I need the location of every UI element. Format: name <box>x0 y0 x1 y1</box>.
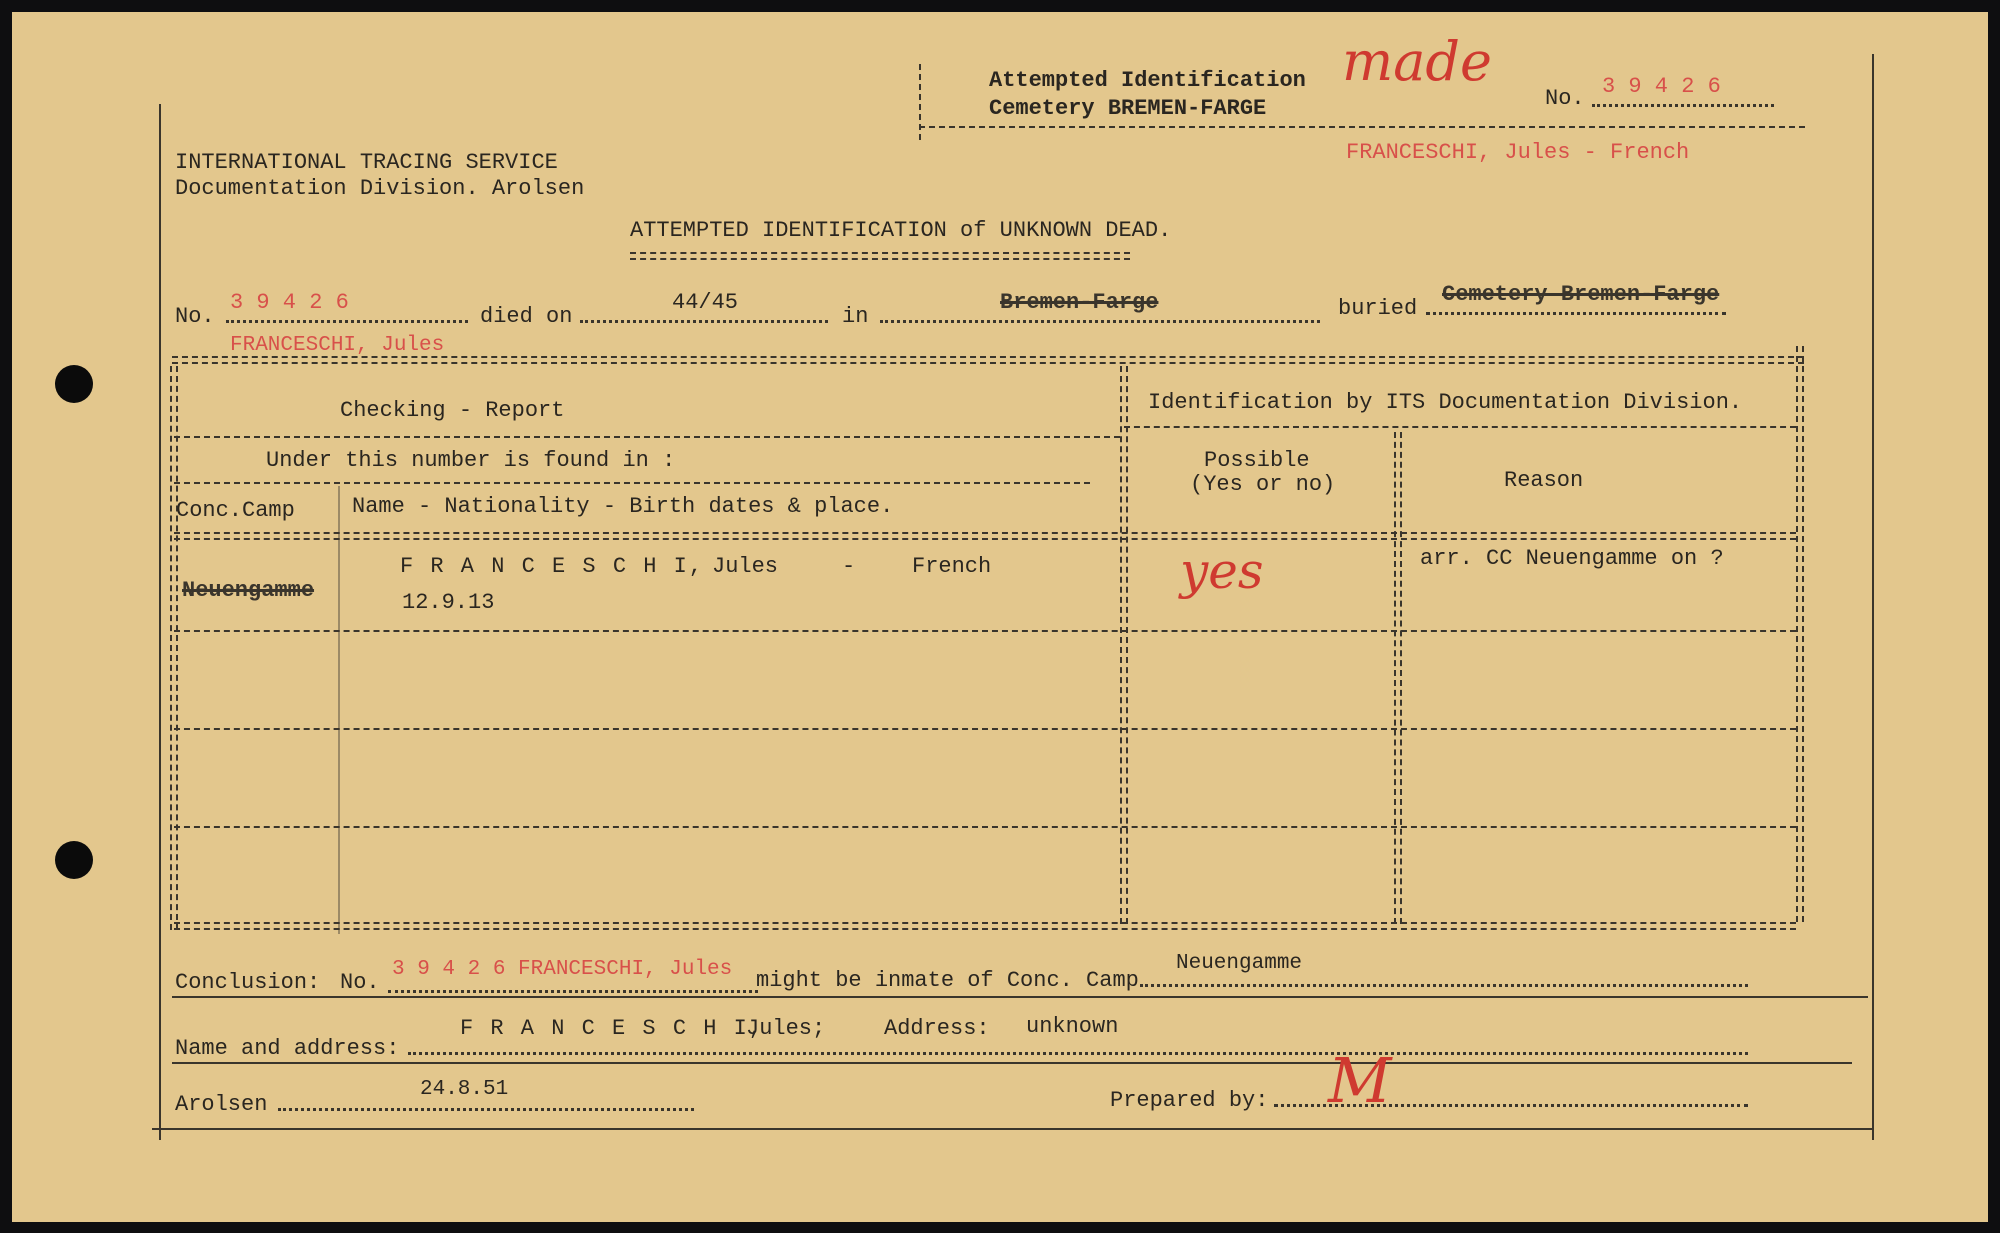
in-dots <box>880 320 1320 323</box>
org-line2: Documentation Division. Arolsen <box>175 176 585 201</box>
footer-place-label: Arolsen <box>175 1092 268 1117</box>
name-address-surname: F R A N C E S C H I, <box>460 1016 765 1041</box>
name-address-rule <box>172 1062 1852 1064</box>
table-header-double-line <box>174 532 1796 540</box>
header-box-line2: Cemetery BREMEN-FARGE <box>989 96 1267 121</box>
row1-birthdate: 12.9.13 <box>402 590 495 615</box>
frame-bottom-line <box>152 1128 1872 1130</box>
table-line-under-checking <box>174 436 1120 438</box>
buried-label: buried <box>1338 296 1418 321</box>
conclusion-no-label: No. <box>340 970 380 995</box>
conclusion-camp-dots <box>1140 984 1748 987</box>
buried-value: Cemetery Bremen-Farge <box>1442 282 1720 307</box>
conclusion-rule <box>172 996 1868 998</box>
died-on-label: died on <box>480 304 573 329</box>
table-row3-bottom <box>174 826 1796 828</box>
table-right-border <box>1796 346 1804 922</box>
header-red-name: FRANCESCHI, Jules - French <box>1346 140 1690 165</box>
in-label: in <box>842 304 869 329</box>
name-address-firstname: Jules; <box>746 1016 826 1041</box>
table-row2-bottom <box>174 728 1796 730</box>
footer-date-dots <box>278 1108 694 1111</box>
row1-firstname: Jules <box>712 554 779 579</box>
row1-possible-yes: yes <box>1180 542 1264 600</box>
table-line-under-ident <box>1124 426 1796 428</box>
table-line-under-number <box>174 482 1090 484</box>
name-address-dots <box>408 1052 1748 1055</box>
table-left-border <box>170 366 178 930</box>
row1-surname: F R A N C E S C H I, <box>400 554 705 579</box>
in-value: Bremen-Farge <box>1000 290 1159 315</box>
frame-left-line <box>159 104 161 1140</box>
conclusion-no-value: 3 9 4 2 6 FRANCESCHI, Jules <box>392 958 733 981</box>
conclusion-camp-value: Neuengamme <box>1176 952 1303 975</box>
identification-header: Identification by ITS Documentation Division. <box>1148 390 1743 415</box>
record-no-label: No. <box>175 304 215 329</box>
row1-camp: Neuengamme <box>182 578 315 603</box>
header-box-underline <box>919 126 1805 128</box>
under-number-label: Under this number is found in : <box>266 448 676 473</box>
table-row1-bottom <box>174 630 1796 632</box>
conclusion-text: might be inmate of Conc. Camp <box>756 968 1139 993</box>
punch-hole-top <box>55 365 93 403</box>
header-no-dots <box>1592 104 1774 107</box>
header-box-bracket <box>919 64 921 140</box>
frame-right-line <box>1872 54 1874 1140</box>
punch-hole-bottom <box>55 841 93 879</box>
table-top-border <box>172 356 1804 364</box>
possible-header: Possible <box>1204 448 1310 473</box>
conclusion-label: Conclusion: <box>175 970 321 995</box>
died-on-dots <box>580 320 828 323</box>
title-double-underline <box>630 252 1130 260</box>
buried-dots <box>1426 312 1726 315</box>
checking-report-header: Checking - Report <box>340 398 565 423</box>
org-line1: INTERNATIONAL TRACING SERVICE <box>175 150 558 175</box>
header-no-value: 3 9 4 2 6 <box>1602 74 1721 99</box>
handwritten-made: made <box>1342 30 1492 93</box>
address-label: Address: <box>884 1016 990 1041</box>
table-divider-reason <box>1394 432 1402 924</box>
record-no-value: 3 9 4 2 6 <box>230 290 349 315</box>
row1-reason: arr. CC Neuengamme on ? <box>1420 546 1724 571</box>
header-no-label: No. <box>1545 86 1585 111</box>
form-title: ATTEMPTED IDENTIFICATION of UNKNOWN DEAD. <box>630 218 1172 243</box>
record-no-dots <box>226 320 468 323</box>
prepared-by-initials: M <box>1328 1044 1392 1117</box>
camp-column-header: Conc.Camp <box>176 498 295 523</box>
table-divider-main <box>1120 366 1128 924</box>
index-card <box>12 12 1988 1222</box>
footer-date-value: 24.8.51 <box>420 1078 509 1101</box>
table-bottom-border <box>174 922 1796 930</box>
record-red-name: FRANCESCHI, Jules <box>230 334 445 357</box>
reason-header: Reason <box>1504 468 1584 493</box>
died-on-value: 44/45 <box>672 290 739 315</box>
possible-subheader: (Yes or no) <box>1190 472 1336 497</box>
table-divider-camp <box>338 486 340 934</box>
row1-dash: - <box>842 554 856 579</box>
prepared-by-label: Prepared by: <box>1110 1088 1269 1113</box>
conclusion-no-dots <box>388 990 758 993</box>
name-column-header: Name - Nationality - Birth dates & place. <box>352 494 894 519</box>
name-address-label: Name and address: <box>175 1036 400 1061</box>
header-box-line1: Attempted Identification <box>989 68 1306 93</box>
row1-nationality: French <box>912 554 992 579</box>
address-value: unknown <box>1026 1014 1119 1039</box>
